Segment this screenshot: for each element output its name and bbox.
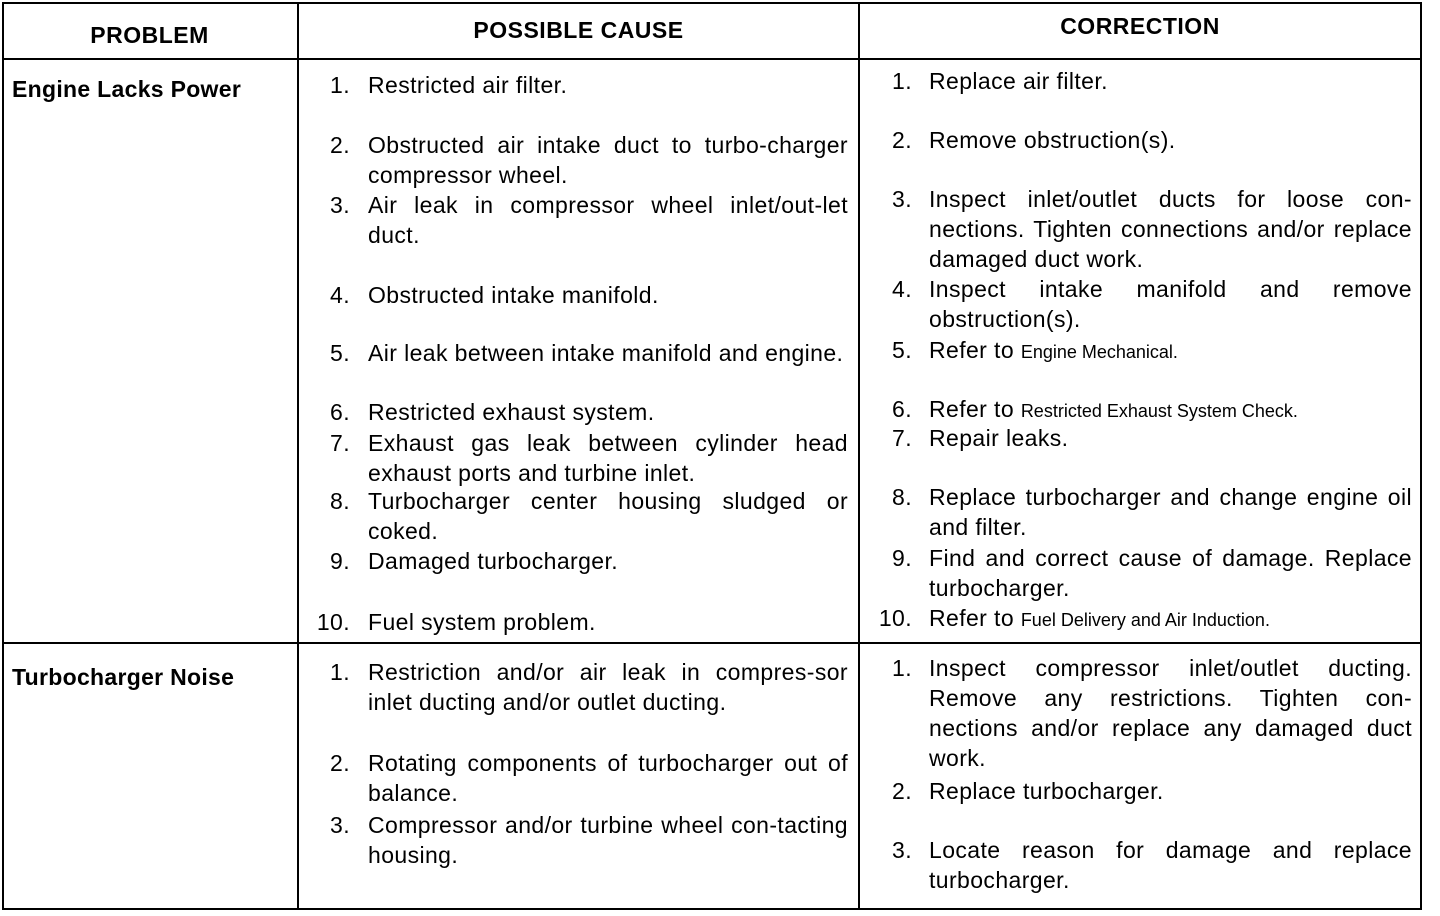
correction-number: 5. [892, 337, 912, 363]
cause-number: 1. [330, 659, 350, 685]
correction-number: 1. [892, 68, 912, 94]
cause-number: 6. [330, 399, 350, 425]
problem-engine-lacks-power: Engine Lacks Power [12, 76, 242, 102]
correction-number: 2. [892, 778, 912, 804]
correction-text: Remove obstruction(s). [929, 127, 1176, 153]
correction-text: Refer to Engine Mechanical. [929, 337, 1178, 363]
correction-text: Replace turbocharger and change engine oil and filter. [929, 484, 1412, 540]
header-correction: CORRECTION [1060, 13, 1220, 39]
correction-text: Locate reason for damage and replace turbocharger. [929, 837, 1412, 893]
correction-number: 7. [892, 425, 912, 451]
reference-link-text: Restricted Exhaust System Check. [1020, 401, 1298, 421]
correction-number: 8. [892, 484, 912, 510]
cause-text: Air leak between intake manifold and engine. [368, 340, 844, 366]
cause-text: Damaged turbocharger. [368, 548, 619, 574]
cause-number: 8. [330, 488, 350, 514]
reference-link-text: Fuel Delivery and Air Induction. [1020, 610, 1270, 630]
cause-number: 3. [330, 192, 350, 218]
reference-link-text: Engine Mechanical. [1020, 342, 1178, 362]
cause-text: Fuel system problem. [368, 609, 596, 635]
cause-text: Restriction and/or air leak in compres-sor inlet ducting and/or outlet ducting. [368, 659, 848, 715]
cause-text: Obstructed intake manifold. [368, 282, 659, 308]
correction-text: Inspect intake manifold and remove obstruction(s). [929, 276, 1412, 332]
correction-number: 4. [892, 276, 912, 302]
cause-number: 4. [330, 282, 350, 308]
correction-text: Inspect inlet/outlet ducts for loose con-nections. Tighten connections and/or replace damaged duct work. [929, 186, 1412, 272]
correction-number: 1. [892, 655, 912, 681]
cause-number: 10. [316, 609, 350, 635]
correction-text: Replace air filter. [929, 68, 1108, 94]
cause-number: 1. [330, 72, 350, 98]
column-divider-2 [858, 2, 860, 910]
correction-text: Repair leaks. [929, 425, 1069, 451]
cause-text: Compressor and/or turbine wheel con-tacting housing. [368, 812, 848, 868]
cause-text: Restricted air filter. [368, 72, 568, 98]
cause-number: 2. [330, 750, 350, 776]
cause-number: 9. [330, 548, 350, 574]
row-divider [2, 642, 1422, 644]
correction-text: Refer to Fuel Delivery and Air Induction. [929, 605, 1270, 631]
column-divider-1 [297, 2, 299, 910]
cause-text: Obstructed air intake duct to turbo-charger compressor wheel. [368, 132, 848, 188]
correction-text: Replace turbocharger. [929, 778, 1164, 804]
cause-text: Restricted exhaust system. [368, 399, 655, 425]
header-problem: PROBLEM [90, 22, 209, 48]
header-possible-cause: POSSIBLE CAUSE [473, 17, 684, 43]
header-divider [2, 58, 1422, 60]
correction-number: 3. [892, 837, 912, 863]
problem-turbocharger-noise: Turbocharger Noise [12, 664, 235, 690]
correction-number: 9. [892, 545, 912, 571]
correction-number: 10. [878, 605, 912, 631]
cause-text: Turbocharger center housing sludged or coked. [368, 488, 848, 544]
cause-number: 7. [330, 430, 350, 456]
correction-number: 6. [892, 396, 912, 422]
cause-number: 2. [330, 132, 350, 158]
correction-number: 2. [892, 127, 912, 153]
correction-text: Find and correct cause of damage. Replace turbocharger. [929, 545, 1412, 601]
cause-text: Rotating components of turbocharger out of balance. [368, 750, 848, 806]
correction-text: Inspect compressor inlet/outlet ducting. Remove any restrictions. Tighten con-nections and/or replace any damaged duct work. [929, 655, 1412, 771]
cause-text: Exhaust gas leak between cylinder head exhaust ports and turbine inlet. [368, 430, 848, 486]
correction-number: 3. [892, 186, 912, 212]
cause-text: Air leak in compressor wheel inlet/out-let duct. [368, 192, 848, 248]
cause-number: 5. [330, 340, 350, 366]
correction-text: Refer to Restricted Exhaust System Check. [929, 396, 1298, 422]
cause-number: 3. [330, 812, 350, 838]
